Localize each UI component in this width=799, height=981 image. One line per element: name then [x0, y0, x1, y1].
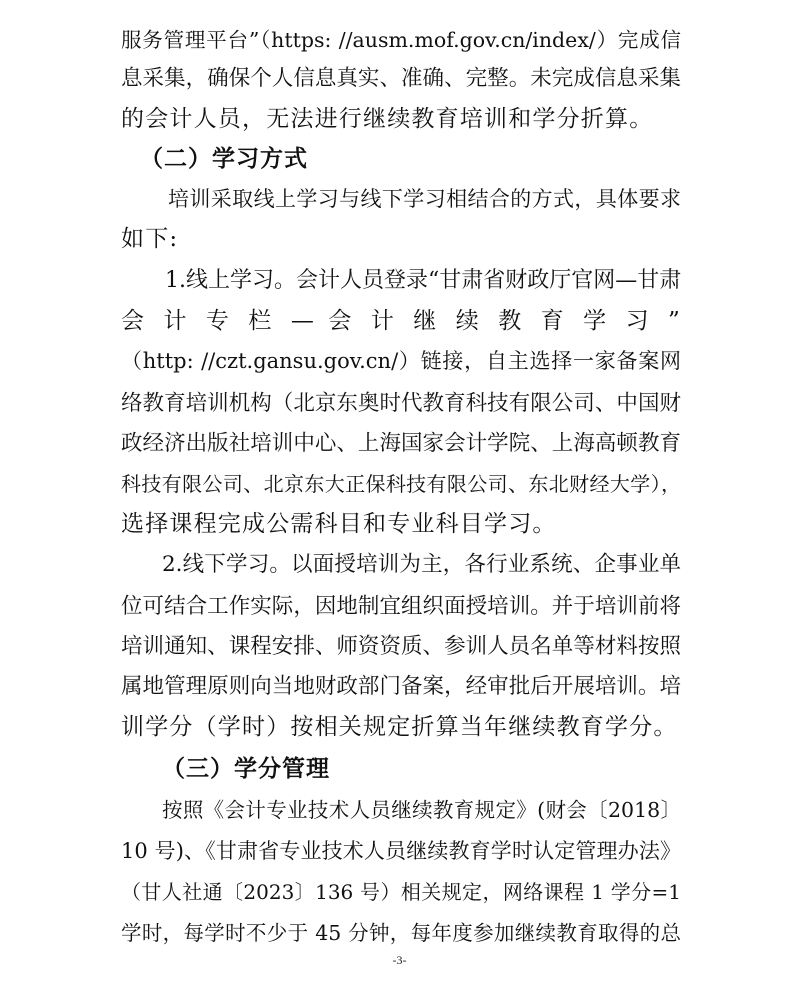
text-line-21: 10 号)、《甘肃省专业技术人员继续教育学时认定管理办法》 — [121, 839, 681, 863]
text-line-16: 培训通知、课程安排、师资资质、参训人员名单等材料按照 — [121, 634, 681, 659]
text-line-23: 学时，每学时不少于 45 分钟，每年度参加继续教育取得的总 — [121, 921, 681, 945]
text-line-15: 位可结合工作实际，因地制宜组织面授培训。并于培训前将 — [121, 594, 681, 619]
text-line-13: 选择课程完成公需科目和专业科目学习。 — [121, 511, 557, 537]
text-line-9: （http: //czt.gansu.gov.cn/）链接，自主选择一家备案网 — [121, 349, 681, 373]
text-line-7: 1.线上学习。会计人员登录“甘肃省财政厅官网—甘肃 — [165, 268, 682, 293]
page-number: -3- — [392, 953, 407, 967]
text-line-12: 科技有限公司、北京东大正保科技有限公司、东北财经大学）， — [121, 472, 681, 496]
text-line-5: 培训采取线上学习与线下学习相结合的方式，具体要求 — [168, 187, 681, 211]
text-line-22: （甘人社通〔2023〕136 号）相关规定，网络课程 1 学分=1 — [121, 880, 681, 904]
text-line-18: 训学分（学时）按相关规定折算当年继续教育学分。 — [121, 714, 678, 740]
section-heading-3: （三）学分管理 — [162, 755, 330, 782]
text-line-6: 如下: — [121, 226, 179, 252]
section-heading-2: （二）学习方式 — [140, 145, 308, 172]
text-line-1: 服务管理平台”（https: //ausm.mof.gov.cn/index/）完成信 — [121, 28, 681, 52]
text-line-3: 的会计人员，无法进行继续教育培训和学分折算。 — [121, 106, 654, 132]
text-line-11: 政经济出版社培训中心、上海国家会计学院、上海高顿教育 — [121, 431, 681, 456]
text-line-20: 按照《会计专业技术人员继续教育规定》(财会〔2018〕 — [162, 798, 681, 822]
text-line-2: 息采集，确保个人信息真实、准确、完整。未完成信息采集 — [121, 66, 681, 91]
text-line-14: 2.线下学习。以面授培训为主，各行业系统、企事业单 — [162, 552, 681, 577]
text-line-17: 属地管理原则向当地财政部门备案，经审批后开展培训。培 — [121, 674, 681, 699]
text-line-10: 络教育培训机构（北京东奥时代教育科技有限公司、中国财 — [121, 391, 681, 416]
text-line-8: 会 计 专 栏 — 会 计 继 续 教 育 学 习 ” — [121, 308, 681, 334]
